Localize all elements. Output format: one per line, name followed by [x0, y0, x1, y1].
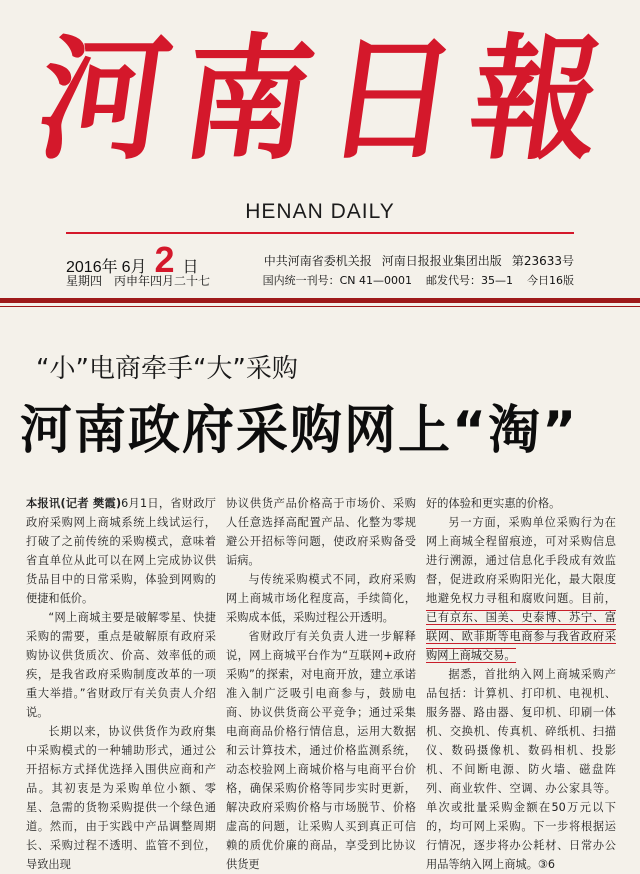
column-3	[426, 494, 616, 874]
paragraph: 与传统采购模式不同，政府采购网上商城市场化程度高，手续简化，采购成本低，采购过程公开透明。	[226, 573, 416, 624]
masthead-char: 河	[28, 20, 180, 179]
paragraph: 好的体验和更实惠的价格。	[426, 497, 561, 510]
cn-number: 国内统一刊号：CN 41—0001	[262, 274, 412, 287]
date-year: 2016年	[66, 259, 118, 276]
page-count: 今日16版	[527, 274, 574, 287]
article-kicker: “小”电商牵手“大”采购	[36, 354, 298, 384]
date-month: 6月	[121, 259, 147, 276]
article-headline: 河南政府采购网上“淘”	[20, 401, 579, 461]
masthead-char: 報	[460, 20, 612, 179]
highlighted-text: 已有京东、国美、史泰博、苏宁、富联网、欧菲斯等电商参与我省政府采购网上商城交易。	[426, 611, 616, 662]
header-rule	[0, 298, 640, 303]
issue-info	[66, 238, 574, 290]
masthead-char: 日	[316, 20, 468, 179]
masthead	[0, 0, 640, 248]
masthead-char: 南	[172, 20, 324, 179]
weekday-lunar: 星期四 丙申年四月二十七	[66, 274, 211, 288]
registration-line	[263, 272, 574, 288]
issue-number: 第23633号	[511, 254, 574, 268]
date-day-suffix: 日	[182, 259, 199, 276]
paragraph: 长期以来，协议供货作为政府集中采购模式的一种辅助形式，通过公开招标方式择优选择入围供应商和产品。其初衷是为采购单位小额、零星、急需的货物采购提供一个绿色通道。然而，由于实践中产品调整周期长、采购过程不透明、监管不到位，导致出现	[26, 725, 216, 871]
paragraph: 本报讯(记者 樊霞)6月1日，省财政厅政府采购网上商城系统上线试运行，打破了之前传统的采购模式，意味着省直单位从此可以在网上完成协议供货品目中的日常采购，体验到网购的便捷和低价。	[26, 497, 216, 605]
masthead-divider	[66, 232, 574, 234]
article-body	[26, 494, 626, 871]
paragraph: 据悉，首批纳入网上商城采购产品包括：计算机、打印机、电视机、服务器、路由器、复印机、印刷一体机、交换机、传真机、碎纸机、扫描仪、数码摄像机、数码相机、投影机、不间断电源、防火墙、磁盘阵列、商业软件、空调、办公家具等。单次或批量采购金额在50万元以下的，均可网上采购。下一步将根据运行情况，逐步将办公耗材、日常办公用品等纳入网上商城。③6	[426, 668, 616, 871]
paragraph: 协议供货产品价格高于市场价、采购人任意选择高配置产品、化整为零规避公开招标等问题，使政府采购备受诟病。	[226, 497, 416, 567]
postal-code: 邮发代号：35—1	[426, 274, 513, 287]
paragraph: “网上商城主要是破解零星、快捷采购的需要，重点是破解原有政府采购协议供货质次、价高、效率低的顽疾，是我省政府采购制度改革的一项重大举措。”省财政厅有关负责人介绍说。	[26, 611, 216, 719]
publishing-group: 河南日报报业集团出版	[381, 254, 502, 268]
paragraph: 省财政厅有关负责人进一步解释说，网上商城平台作为“互联网+政府采购”的探索，对电商开放，建立承诺准入制广泛吸引电商参与，鼓励电商、协议供货商公平竞争；通过采集电商商品价格行情信息，运用大数据和云计算技术，通过价格监测系统，动态校验网上商城价格与电商平台价格，确保采购价格等同步实时更新，解决政府采购价格与市场脱节、价格虚高的问题，让采购人买到真正可信赖的质优价廉的商品，享受到比协议供货更	[226, 630, 416, 871]
publisher-line	[264, 252, 574, 269]
column-2	[226, 494, 416, 874]
date-day: 2	[154, 239, 175, 280]
header-rule-thin	[0, 306, 640, 307]
publisher: 中共河南省委机关报	[263, 254, 372, 268]
masthead-title	[28, 12, 612, 187]
byline: 本报讯(记者 樊霞)	[26, 497, 122, 510]
masthead-english: HENAN DAILY	[245, 200, 395, 223]
column-1	[26, 494, 216, 874]
paragraph: 另一方面，采购单位采购行为在网上商城全程留痕迹，可对采购信息进行溯源，通过信息化手段成有效监督，促进政府采购阳光化，最大限度地避免权力寻租和腐败问题。目前，已有京东、国美、史泰博、苏宁、富联网、欧菲斯等电商参与我省政府采购网上商城交易。	[426, 516, 616, 662]
